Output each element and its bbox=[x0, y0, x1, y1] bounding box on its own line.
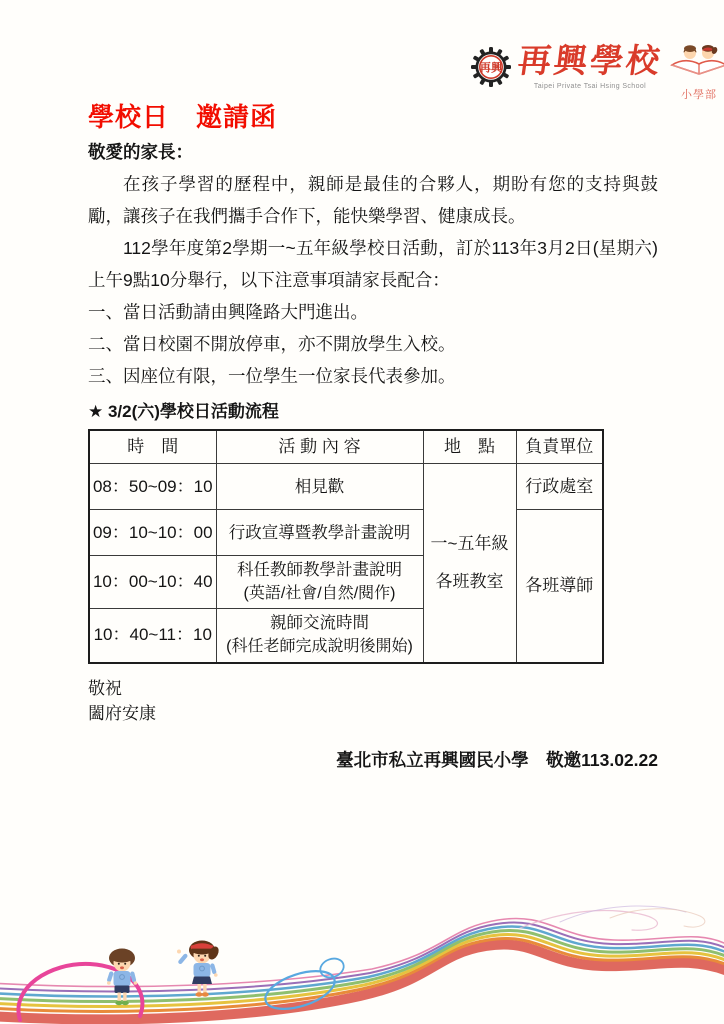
paragraph-event-info: 112學年度第2學期一~五年級學校日活動，訂於113年3月2日(星期六)上午9點10分舉行，以下注意事項請家長配合： bbox=[88, 238, 658, 290]
time-cell: 09：10~10：00 bbox=[89, 510, 216, 556]
note-item-3: 三、因座位有限，一位學生一位家長代表參加。 bbox=[88, 366, 456, 386]
activity-line: 科任教師教學計畫說明 bbox=[237, 561, 402, 579]
closing-line-1: 敬祝 bbox=[88, 678, 122, 698]
svg-text:再興: 再興 bbox=[479, 62, 503, 75]
boy-illustration bbox=[107, 949, 138, 1006]
table-row bbox=[89, 510, 603, 556]
note-item-1: 一、當日活動請由興隆路大門進出。 bbox=[88, 302, 368, 322]
table-row bbox=[89, 464, 603, 510]
header-time: 時 間 bbox=[89, 430, 216, 464]
letter-body bbox=[88, 136, 658, 793]
note-item-2: 二、當日校園不開放停車，亦不開放學生入校。 bbox=[88, 334, 456, 354]
schedule-table bbox=[88, 429, 604, 664]
activity-line: (科任老師完成說明後開始) bbox=[226, 638, 413, 656]
table-header-row bbox=[89, 430, 603, 464]
signature-line: 臺北市私立再興國民小學 敬邀113.02.22 bbox=[336, 749, 658, 770]
unit-cell: 行政處室 bbox=[516, 464, 603, 510]
activity-cell: 行政宣導暨教學計畫說明 bbox=[216, 510, 423, 556]
paragraph-intro: 在孩子學習的歷程中，親師是最佳的合夥人，期盼有您的支持與鼓勵，讓孩子在我們攜手合作下，能快樂學習、健康成長。 bbox=[88, 174, 658, 226]
activity-cell bbox=[216, 556, 423, 609]
girl-illustration bbox=[177, 941, 221, 997]
division-label: 小學部 bbox=[681, 89, 717, 101]
time-cell: 10：40~11：10 bbox=[89, 609, 216, 663]
time-cell: 10：00~10：40 bbox=[89, 556, 216, 609]
location-line: 一~五年級 bbox=[430, 533, 509, 553]
school-name-calligraphy: 再興學校 bbox=[515, 44, 665, 80]
time-cell: 08：50~09：10 bbox=[89, 464, 216, 510]
unit-cell-merged: 各班導師 bbox=[516, 510, 603, 663]
closing-line-2: 闔府安康 bbox=[88, 703, 156, 723]
header-location: 地 點 bbox=[423, 430, 516, 464]
school-name-english: Taipei Private Tsai Hsing School bbox=[533, 83, 647, 90]
children-reading-icon bbox=[668, 42, 724, 85]
school-logo bbox=[470, 42, 717, 102]
header-unit: 負責單位 bbox=[516, 430, 603, 464]
closing-block bbox=[88, 676, 658, 726]
activity-line: 親師交流時間 bbox=[270, 614, 369, 633]
activity-cell bbox=[216, 609, 423, 663]
page-title: 學校日 邀請函 bbox=[88, 102, 278, 133]
activity-cell: 相見歡 bbox=[216, 464, 423, 510]
children-rainbow-decoration bbox=[0, 892, 724, 1024]
rainbow-ribbon bbox=[0, 906, 724, 1020]
header-activity: 活 動 內 容 bbox=[216, 430, 423, 464]
schedule-heading: ★ 3/2(六)學校日活動流程 bbox=[88, 402, 279, 421]
gear-icon bbox=[470, 46, 512, 93]
location-cell bbox=[423, 464, 516, 663]
location-line: 各班教室 bbox=[435, 571, 504, 591]
greeting: 敬愛的家長： bbox=[88, 142, 193, 162]
activity-line: (英語/社會/自然/閱作) bbox=[243, 585, 396, 602]
